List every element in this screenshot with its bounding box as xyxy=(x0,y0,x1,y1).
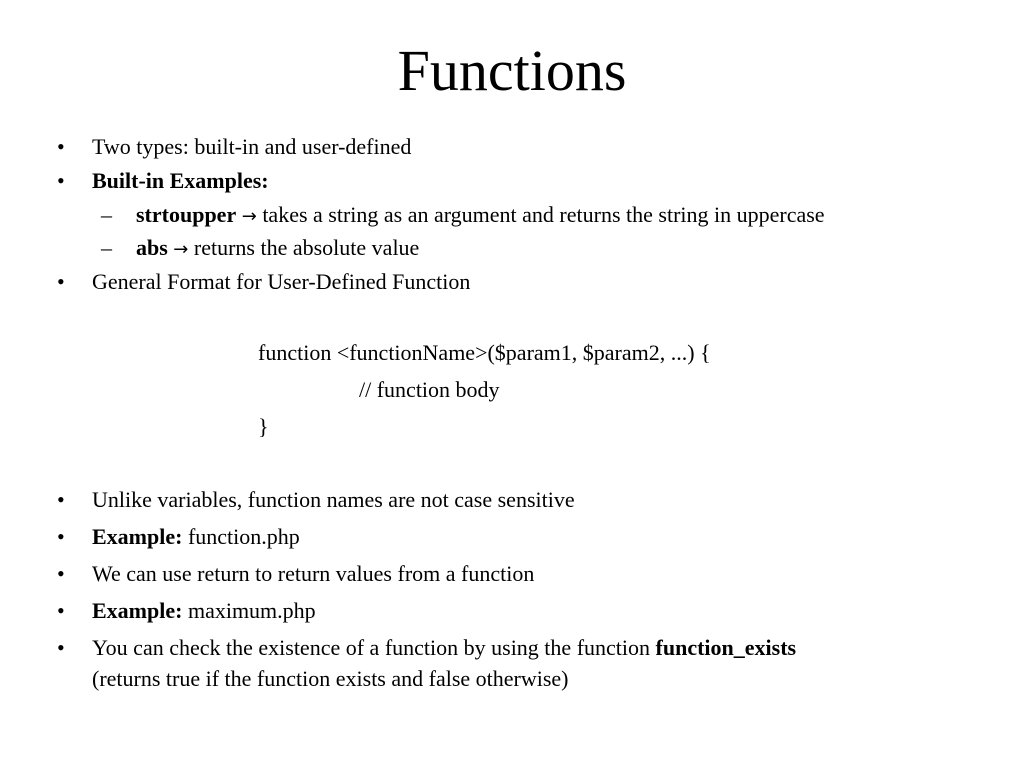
bullet-case-sensitive: Unlike variables, function names are not case sensitive xyxy=(92,487,575,512)
sub-bullet-marker: – xyxy=(101,235,112,260)
bullet-marker: • xyxy=(57,598,65,623)
bullet-function-exists: You can check the existence of a function by using the function function_exists xyxy=(92,635,797,660)
bullet-marker: • xyxy=(57,524,65,549)
arrow-icon: → xyxy=(241,206,257,227)
bullet-types: Two types: built-in and user-defined xyxy=(92,134,412,159)
bullet-marker: • xyxy=(57,635,65,660)
arrow-icon: → xyxy=(173,239,189,260)
bullet-marker: • xyxy=(57,168,65,193)
bullet-function-exists-cont: (returns true if the function exists and false otherwise) xyxy=(92,666,569,691)
sub-bullet-strtoupper: strtoupper → takes a string as an argument and returns the string in uppercase xyxy=(136,202,825,227)
bullet-return-values: We can use return to return values from a function xyxy=(92,561,535,586)
bullet-marker: • xyxy=(57,561,65,586)
sub-bullet-abs: abs → returns the absolute value xyxy=(136,235,420,260)
bullet-builtin-heading: Built-in Examples: xyxy=(92,168,269,193)
code-line-body: // function body xyxy=(359,377,500,402)
bullet-marker: • xyxy=(57,269,65,294)
function-name: strtoupper xyxy=(136,202,237,227)
bullet-marker: • xyxy=(57,134,65,159)
bullet-marker: • xyxy=(57,487,65,512)
function-name: function_exists xyxy=(655,635,797,660)
bullet-general-format: General Format for User-Defined Function xyxy=(92,269,471,294)
code-line-signature: function <functionName>($param1, $param2, ...) { xyxy=(258,340,711,365)
bullet-example-maximum: Example: maximum.php xyxy=(92,598,316,623)
slide-title: Functions xyxy=(397,38,627,103)
sub-bullet-marker: – xyxy=(101,202,112,227)
bullet-example-function: Example: function.php xyxy=(92,524,300,549)
function-name: abs xyxy=(136,235,168,260)
code-line-close: } xyxy=(258,414,269,439)
